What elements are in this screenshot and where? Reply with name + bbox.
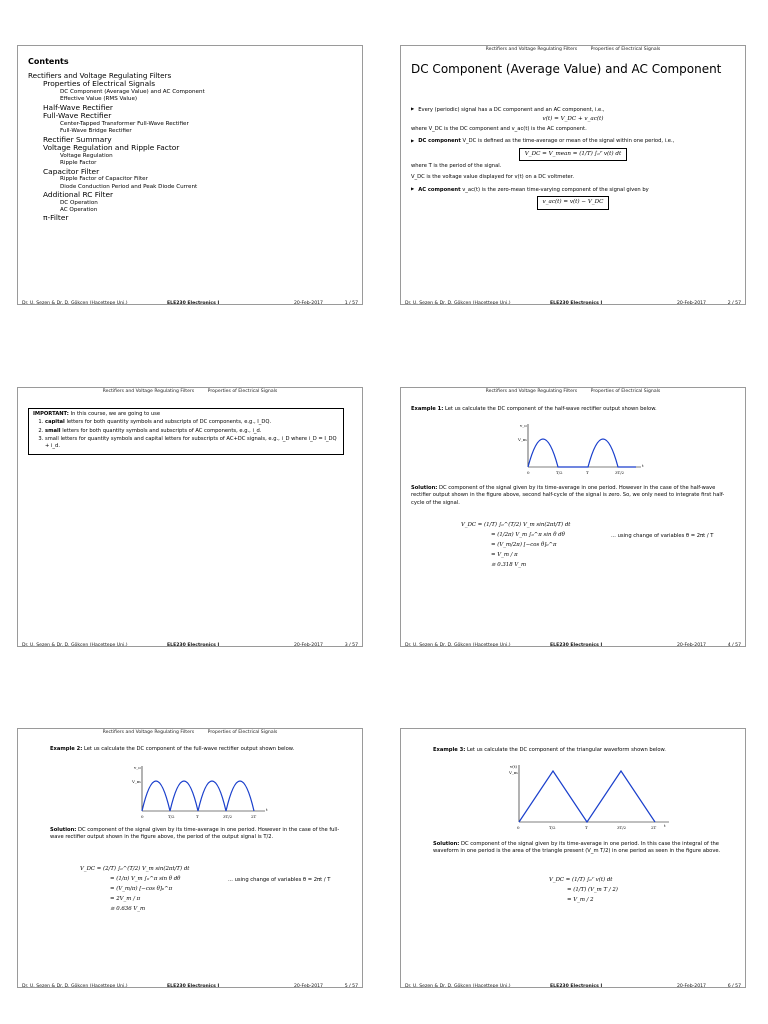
axis-peak-label: V_m	[509, 770, 518, 775]
ac-component-text: v_ac(t) is the zero-mean time-varying component of the signal given by	[460, 186, 649, 193]
slide-example-2	[17, 728, 363, 988]
footer-course: ELE230 Electronics I	[550, 643, 603, 647]
footer-course: ELE230 Electronics I	[167, 301, 220, 305]
note-voltmeter: V_DC is the voltage value displayed for v(t) on a DC voltmeter.	[411, 174, 575, 181]
dc-component-label: DC component	[418, 138, 461, 145]
footer-course: ELE230 Electronics I	[550, 984, 603, 988]
solution-text	[411, 485, 735, 507]
tick-label: T/2	[168, 814, 175, 819]
footer-page: 3 / 57	[344, 643, 358, 647]
list-item	[45, 419, 339, 426]
equation-v: v(t) = V_DC + v_ac(t)	[542, 116, 604, 123]
axis-peak-label: V_m	[518, 437, 527, 442]
triangle-curve	[519, 771, 655, 822]
header-section: Rectifiers and Voltage Regulating Filters	[102, 730, 195, 735]
half-wave-curve	[528, 439, 636, 467]
footer-page: 6 / 57	[727, 984, 741, 988]
half-wave-plot	[516, 421, 646, 479]
axis-peak-label: V_m	[132, 779, 141, 784]
footer-date: 20-Feb-2017	[294, 984, 323, 988]
important-label: IMPORTANT:	[33, 411, 69, 417]
tick-label: 0	[527, 470, 530, 475]
notation-list	[33, 419, 339, 450]
footer-authors: Dr. U. Sezen & Dr. D. Gökçen (Hacettepe Uni.)	[22, 984, 128, 988]
axis-t-label: t	[642, 463, 644, 468]
footer-date: 20-Feb-2017	[294, 301, 323, 305]
triangular-wave-plot	[509, 762, 674, 834]
footer-date: 20-Feb-2017	[677, 643, 706, 647]
toc-item[interactable]: DC Component (Average Value) and AC Component	[60, 88, 205, 95]
axis-y-label: v_o	[520, 423, 527, 428]
axis-y-label: v_o	[134, 765, 141, 770]
tick-label: T	[586, 470, 589, 475]
header-subsection: Properties of Electrical Signals	[590, 389, 661, 394]
tick-label: T	[585, 825, 588, 830]
tick-label: 0	[141, 814, 144, 819]
toc-item[interactable]: DC Operation	[60, 199, 98, 206]
toc-item[interactable]: Rectifiers and Voltage Regulating Filters	[28, 70, 172, 80]
example-label: Example 1:	[411, 406, 444, 412]
derivation-line: = (1/T) (V_m T / 2)	[567, 887, 618, 893]
toc-item[interactable]: Voltage Regulation and Ripple Factor	[43, 143, 180, 153]
header-subsection: Properties of Electrical Signals	[207, 389, 278, 394]
bullet-3	[411, 186, 735, 194]
solution-description: DC component of the signal given by its time-average in one period. In this case the integral of the waveform in one period is the area of the triangle present (V_m T/2) in one period as seen in the figure above.	[433, 841, 721, 855]
solution-text	[433, 841, 735, 856]
tick-label: T	[196, 814, 199, 819]
item-bold: capital	[45, 419, 65, 425]
toc-item[interactable]: Additional RC Filter	[43, 190, 114, 199]
footer-date: 20-Feb-2017	[677, 301, 706, 305]
equation-vdc-box: V_DC = V_mean = (1/T) ∫₀ᵀ v(t) dt	[519, 148, 627, 161]
footer-authors: Dr. U. Sezen & Dr. D. Gökçen (Hacettepe Uni.)	[22, 643, 128, 647]
important-box	[28, 408, 344, 455]
toc-item[interactable]: Half-Wave Rectifier	[43, 102, 113, 112]
solution-label: Solution:	[433, 841, 460, 847]
slide-header	[401, 47, 745, 52]
important-intro: In this course, we are going to use	[68, 411, 161, 417]
example-description: Let us calculate the DC component of the triangular waveform shown below.	[465, 747, 666, 753]
header-subsection: Properties of Electrical Signals	[207, 730, 278, 735]
derivation-line: = (1/2π) V_m ∫₀^π sin θ dθ	[491, 532, 565, 538]
derivation-line: = 2V_m / π	[110, 896, 141, 902]
bullet-1: ▶ Every (periodic) signal has a DC component and an AC component, i.e.,	[411, 106, 735, 114]
slide-header	[18, 730, 362, 735]
full-wave-curve	[142, 781, 254, 811]
footer-page: 2 / 57	[727, 301, 741, 305]
footer-authors: Dr. U. Sezen & Dr. D. Gökçen (Hacettepe Uni.)	[405, 643, 511, 647]
toc-item[interactable]: Effective Value (RMS Value)	[60, 96, 138, 103]
change-of-variables-note: ... using change of variables θ = 2πt / T	[611, 533, 714, 539]
where-1: where V_DC is the DC component and v_ac(t) is the AC component.	[411, 125, 587, 132]
footer-authors: Dr. U. Sezen & Dr. D. Gökçen (Hacettepe Uni.)	[405, 984, 511, 988]
header-section: Rectifiers and Voltage Regulating Filters	[102, 389, 195, 394]
footer-course: ELE230 Electronics I	[167, 984, 220, 988]
slide-important	[17, 387, 363, 647]
item-text: small letters for quantity symbols and capital letters for subscripts of AC+DC signals, e.g., i_D where i_D = I_DQ + i_d.	[45, 436, 337, 449]
solution-label: Solution:	[50, 827, 77, 833]
derivation-line: = (1/π) V_m ∫₀^π sin θ dθ	[110, 876, 181, 882]
example-text	[50, 746, 352, 753]
header-section: Rectifiers and Voltage Regulating Filters	[485, 47, 578, 52]
derivation-line: V_DC = (2/T) ∫₀^(T/2) V_m sin(2πt/T) dt	[80, 866, 190, 872]
header-subsection: Properties of Electrical Signals	[590, 47, 661, 52]
item-bold: small	[45, 427, 61, 434]
derivation-line: ≅ 0.318 V_m	[491, 562, 527, 568]
solution-label: Solution:	[411, 485, 438, 491]
tick-label: 3T/2	[223, 814, 233, 819]
footer-authors: Dr. U. Sezen & Dr. D. Gökçen (Hacettepe Uni.)	[405, 301, 511, 305]
toc-item[interactable]: Voltage Regulation	[60, 152, 113, 159]
bullet-2	[411, 137, 735, 145]
tick-label: 3T/2	[615, 470, 625, 475]
footer-page: 1 / 57	[344, 301, 358, 305]
derivation	[461, 520, 570, 570]
toc-item[interactable]: Ripple Factor	[60, 160, 97, 167]
frame-title: DC Component (Average Value) and AC Component	[411, 62, 722, 76]
slide-dc-component	[400, 45, 746, 305]
list-item	[45, 428, 339, 435]
where-2: where T is the period of the signal.	[411, 163, 502, 170]
footer-date: 20-Feb-2017	[294, 643, 323, 647]
axis-t-label: t	[266, 807, 268, 812]
footer-page: 5 / 57	[344, 984, 358, 988]
toc-item[interactable]: π-Filter	[43, 213, 69, 223]
slide-body	[411, 106, 735, 212]
footer-authors: Dr. U. Sezen & Dr. D. Gökçen (Hacettepe Uni.)	[22, 301, 128, 305]
derivation-line: = V_m / π	[491, 552, 518, 558]
derivation-line: V_DC = (1/T) ∫₀ᵀ v(t) dt	[549, 877, 613, 883]
toc-item[interactable]: Center-Tapped Transformer Full-Wave Rectifier	[60, 120, 189, 127]
tick-label: 2T	[651, 825, 657, 830]
footer-date: 20-Feb-2017	[677, 984, 706, 988]
slide-example-3	[400, 728, 746, 988]
toc-item[interactable]: Ripple Factor of Capacitor Filter	[60, 176, 148, 183]
example-description: Let us calculate the DC component of the half-wave rectifier output shown below.	[443, 406, 657, 412]
dc-component-text: V_DC is defined as the time-average or mean of the signal within one period, i.e.,	[460, 138, 675, 145]
toc-item[interactable]: Capacitor Filter	[43, 166, 100, 176]
axis-t-label: t	[664, 823, 666, 828]
solution-description: DC component of the signal given by its time-average in one period. However in the case of the half-wave rectifier output shown in the figure above, second half-cycle of the signal is zero. So, we only need to integrate first half-cycle of the signal.	[411, 485, 725, 506]
tick-label: T/2	[549, 825, 556, 830]
toc-item[interactable]: Full-Wave Bridge Rectifier	[60, 128, 132, 135]
derivation-line: = (V_m/π) [−cos θ]₀^π	[110, 886, 173, 892]
footer-course: ELE230 Electronics I	[167, 643, 220, 647]
toc-items	[28, 72, 205, 223]
solution-description: DC component of the signal given by its time-average in one period. However in the case of the full-wave rectifier output shown in the figure above, the period of the output signal is T/2.	[50, 827, 340, 841]
slide-header	[401, 389, 745, 394]
item-text: letters for both quantity symbols and subscripts of DC components, e.g., I_DQ.	[64, 419, 272, 425]
table-of-contents	[28, 58, 205, 223]
example-label: Example 2:	[50, 746, 83, 752]
example-text	[433, 747, 735, 754]
derivation	[80, 864, 189, 914]
list-item	[45, 436, 339, 450]
ac-component-label: AC component	[418, 186, 461, 193]
toc-item[interactable]: Properties of Electrical Signals	[43, 79, 156, 89]
tick-label: 3T/2	[617, 825, 627, 830]
item-text: letters for both quantity symbols and subscripts of AC components, e.g., i_d.	[60, 427, 262, 434]
footer-course: ELE230 Electronics I	[550, 301, 603, 305]
header-section: Rectifiers and Voltage Regulating Filters	[485, 389, 578, 394]
contents-title: Contents	[28, 57, 69, 66]
toc-item[interactable]: Diode Conduction Period and Peak Diode Current	[60, 183, 198, 190]
tick-label: 0	[517, 825, 520, 830]
toc-item[interactable]: AC Operation	[60, 207, 98, 213]
derivation-line: = V_m / 2	[567, 897, 594, 903]
example-text	[411, 406, 735, 413]
derivation	[549, 875, 618, 905]
slide-example-1	[400, 387, 746, 647]
footer-page: 4 / 57	[727, 643, 741, 647]
tick-label: 2T	[251, 814, 257, 819]
derivation-line: = (V_m/2π) [−cos θ]₀^π	[491, 542, 557, 548]
toc-item[interactable]: Rectifier Summary	[43, 134, 112, 144]
tick-label: T/2	[556, 470, 563, 475]
example-label: Example 3:	[433, 747, 466, 753]
derivation-line: V_DC = (1/T) ∫₀^(T/2) V_m sin(2πt/T) dt	[461, 522, 571, 528]
example-description: Let us calculate the DC component of the full-wave rectifier output shown below.	[82, 746, 295, 752]
solution-text	[50, 827, 352, 842]
axis-y-label: v(t)	[510, 764, 517, 769]
slide-header	[18, 389, 362, 394]
full-wave-plot	[130, 763, 270, 825]
toc-item[interactable]: Full-Wave Rectifier	[43, 111, 112, 121]
change-of-variables-note: ... using change of variables θ = 2πt / T	[228, 877, 331, 883]
derivation-line: ≅ 0.636 V_m	[110, 906, 146, 912]
slide-contents	[17, 45, 363, 305]
equation-vac-box: v_ac(t) = v(t) − V_DC	[537, 196, 610, 209]
